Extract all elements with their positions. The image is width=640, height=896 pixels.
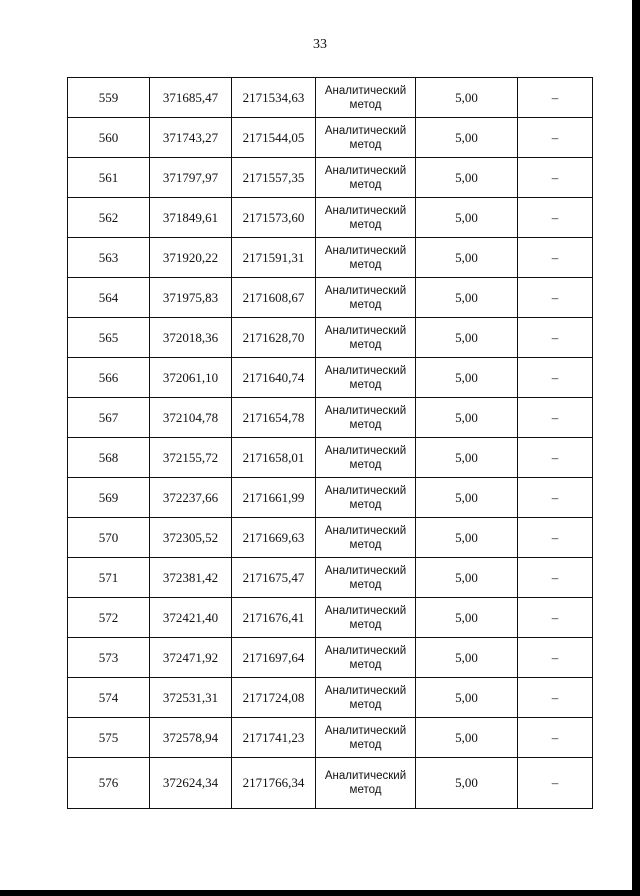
note-cell: – (518, 518, 593, 558)
page-number: 33 (313, 37, 327, 52)
method-line2: метод (349, 618, 382, 631)
point-number-cell: 559 (68, 78, 150, 118)
method-line2: метод (349, 298, 382, 311)
y-coordinate-cell: 2171724,08 (232, 678, 316, 718)
point-number-cell: 567 (68, 398, 150, 438)
method-cell (316, 358, 416, 398)
table-row (68, 398, 593, 438)
note-cell: – (518, 558, 593, 598)
point-number-cell: 563 (68, 238, 150, 278)
point-number-cell: 562 (68, 198, 150, 238)
method-line1: Аналитический (324, 364, 407, 377)
method-line2: метод (349, 784, 382, 796)
point-number-cell: 572 (68, 598, 150, 638)
table-row (68, 638, 593, 678)
point-number-cell: 560 (68, 118, 150, 158)
note-cell: – (518, 318, 593, 358)
x-coordinate-cell: 372381,42 (150, 558, 232, 598)
point-number-cell: 570 (68, 518, 150, 558)
method-line1: Аналитический (324, 164, 407, 177)
method-line2: метод (349, 578, 382, 591)
method-line1: Аналитический (324, 604, 407, 617)
y-coordinate-cell: 2171573,60 (232, 198, 316, 238)
method-line2: метод (349, 538, 382, 551)
method-cell (316, 718, 416, 758)
table-row (68, 238, 593, 278)
y-coordinate-cell: 2171658,01 (232, 438, 316, 478)
method-cell (316, 398, 416, 438)
table-row (68, 118, 593, 158)
method-cell (316, 198, 416, 238)
method-line2: метод (349, 258, 382, 271)
note-cell: – (518, 478, 593, 518)
accuracy-cell: 5,00 (416, 318, 518, 358)
method-cell (316, 238, 416, 278)
accuracy-cell: 5,00 (416, 478, 518, 518)
method-cell (316, 678, 416, 718)
method-line1: Аналитический (324, 444, 407, 457)
method-line2: метод (349, 378, 382, 391)
method-cell (316, 638, 416, 678)
method-cell (316, 478, 416, 518)
point-number-cell: 561 (68, 158, 150, 198)
point-number-cell: 564 (68, 278, 150, 318)
y-coordinate-cell: 2171654,78 (232, 398, 316, 438)
note-cell: – (518, 118, 593, 158)
table-row (68, 478, 593, 518)
x-coordinate-cell: 371685,47 (150, 78, 232, 118)
method-line2: метод (349, 138, 382, 151)
y-coordinate-cell: 2171534,63 (232, 78, 316, 118)
point-number-cell: 565 (68, 318, 150, 358)
method-cell (316, 278, 416, 318)
note-cell: – (518, 678, 593, 718)
method-line1: Аналитический (324, 84, 407, 97)
y-coordinate-cell: 2171675,47 (232, 558, 316, 598)
x-coordinate-cell: 372018,36 (150, 318, 232, 358)
accuracy-cell: 5,00 (416, 518, 518, 558)
point-number-cell: 573 (68, 638, 150, 678)
y-coordinate-cell: 2171661,99 (232, 478, 316, 518)
x-coordinate-cell: 372237,66 (150, 478, 232, 518)
y-coordinate-cell: 2171628,70 (232, 318, 316, 358)
x-coordinate-cell: 372155,72 (150, 438, 232, 478)
y-coordinate-cell: 2171741,23 (232, 718, 316, 758)
x-coordinate-cell: 372104,78 (150, 398, 232, 438)
x-coordinate-cell: 371743,27 (150, 118, 232, 158)
method-cell (316, 598, 416, 638)
note-cell: – (518, 598, 593, 638)
x-coordinate-cell: 372624,34 (150, 758, 232, 809)
note-cell: – (518, 358, 593, 398)
accuracy-cell: 5,00 (416, 398, 518, 438)
table-body (68, 78, 593, 809)
x-coordinate-cell: 372531,31 (150, 678, 232, 718)
method-line2: метод (349, 658, 382, 671)
method-line2: метод (349, 498, 382, 511)
point-number-cell: 569 (68, 478, 150, 518)
note-cell: – (518, 198, 593, 238)
method-line2: метод (349, 178, 382, 191)
method-cell (316, 518, 416, 558)
table-row (68, 318, 593, 358)
x-coordinate-cell: 371797,97 (150, 158, 232, 198)
x-coordinate-cell: 372471,92 (150, 638, 232, 678)
note-cell: – (518, 638, 593, 678)
point-number-cell: 575 (68, 718, 150, 758)
point-number-cell: 566 (68, 358, 150, 398)
table-row (68, 678, 593, 718)
note-cell: – (518, 398, 593, 438)
y-coordinate-cell: 2171608,67 (232, 278, 316, 318)
accuracy-cell: 5,00 (416, 638, 518, 678)
accuracy-cell: 5,00 (416, 198, 518, 238)
x-coordinate-cell: 371975,83 (150, 278, 232, 318)
x-coordinate-cell: 372578,94 (150, 718, 232, 758)
y-coordinate-cell: 2171557,35 (232, 158, 316, 198)
table-row (68, 558, 593, 598)
method-line1: Аналитический (324, 404, 407, 417)
note-cell: – (518, 78, 593, 118)
x-coordinate-cell: 372305,52 (150, 518, 232, 558)
y-coordinate-cell: 2171669,63 (232, 518, 316, 558)
method-line1: Аналитический (324, 244, 407, 257)
method-line1: Аналитический (324, 524, 407, 537)
accuracy-cell: 5,00 (416, 438, 518, 478)
y-coordinate-cell: 2171697,64 (232, 638, 316, 678)
note-cell: – (518, 438, 593, 478)
table-row (68, 358, 593, 398)
method-line2: метод (349, 458, 382, 471)
table-row (68, 518, 593, 558)
method-line1: Аналитический (324, 724, 407, 737)
y-coordinate-cell: 2171676,41 (232, 598, 316, 638)
method-line1: Аналитический (324, 124, 407, 137)
y-coordinate-cell: 2171766,34 (232, 758, 316, 809)
x-coordinate-cell: 371920,22 (150, 238, 232, 278)
method-line1: Аналитический (324, 644, 407, 657)
method-line1: Аналитический (324, 284, 407, 297)
accuracy-cell: 5,00 (416, 678, 518, 718)
y-coordinate-cell: 2171591,31 (232, 238, 316, 278)
y-coordinate-cell: 2171640,74 (232, 358, 316, 398)
y-coordinate-cell: 2171544,05 (232, 118, 316, 158)
point-number-cell: 576 (68, 758, 150, 809)
table-row (68, 598, 593, 638)
accuracy-cell: 5,00 (416, 718, 518, 758)
table-row (68, 158, 593, 198)
table-row (68, 438, 593, 478)
method-line2: метод (349, 218, 382, 231)
method-line1: Аналитический (324, 770, 407, 782)
note-cell: – (518, 278, 593, 318)
method-line1: Аналитический (324, 204, 407, 217)
method-line2: метод (349, 738, 382, 751)
x-coordinate-cell: 372061,10 (150, 358, 232, 398)
point-number-cell: 574 (68, 678, 150, 718)
method-cell (316, 558, 416, 598)
table-row (68, 78, 593, 118)
table-row (68, 278, 593, 318)
x-coordinate-cell: 371849,61 (150, 198, 232, 238)
accuracy-cell: 5,00 (416, 118, 518, 158)
accuracy-cell: 5,00 (416, 558, 518, 598)
point-number-cell: 568 (68, 438, 150, 478)
accuracy-cell: 5,00 (416, 758, 518, 809)
accuracy-cell: 5,00 (416, 358, 518, 398)
method-line1: Аналитический (324, 484, 407, 497)
x-coordinate-cell: 372421,40 (150, 598, 232, 638)
accuracy-cell: 5,00 (416, 278, 518, 318)
method-line1: Аналитический (324, 564, 407, 577)
method-cell (316, 438, 416, 478)
method-line1: Аналитический (324, 324, 407, 337)
accuracy-cell: 5,00 (416, 598, 518, 638)
note-cell: – (518, 158, 593, 198)
method-cell (316, 318, 416, 358)
table-row (68, 718, 593, 758)
method-line2: метод (349, 98, 382, 111)
table-row (68, 198, 593, 238)
method-line2: метод (349, 418, 382, 431)
method-cell (316, 78, 416, 118)
accuracy-cell: 5,00 (416, 158, 518, 198)
method-line1: Аналитический (324, 684, 407, 697)
method-line2: метод (349, 698, 382, 711)
method-cell (316, 118, 416, 158)
note-cell: – (518, 758, 593, 809)
method-cell (316, 758, 416, 809)
method-line2: метод (349, 338, 382, 351)
point-number-cell: 571 (68, 558, 150, 598)
method-cell (316, 158, 416, 198)
accuracy-cell: 5,00 (416, 238, 518, 278)
accuracy-cell: 5,00 (416, 78, 518, 118)
note-cell: – (518, 718, 593, 758)
table-row (68, 758, 593, 809)
note-cell: – (518, 238, 593, 278)
coordinates-table (67, 77, 593, 809)
